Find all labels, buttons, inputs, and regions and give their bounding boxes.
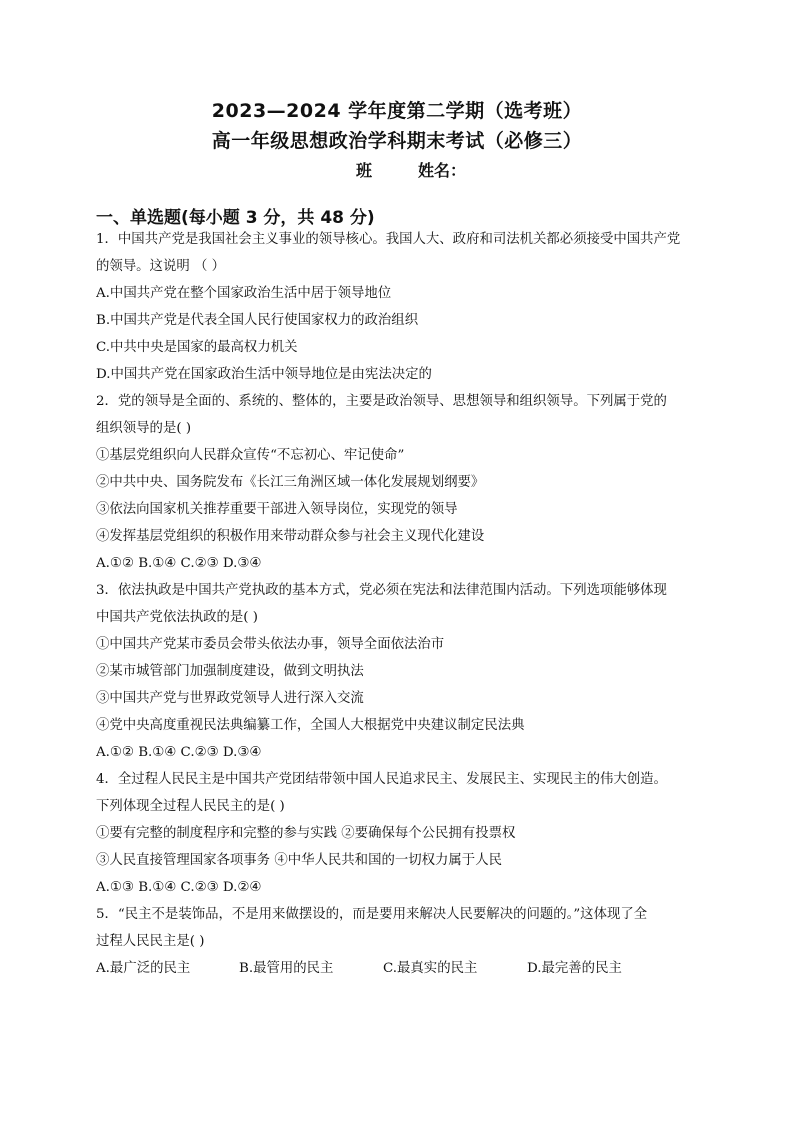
question-stem-line: 过程人民民主是( ) [96, 934, 205, 949]
answer-option: B.中国共产党是代表全国人民行使国家权力的政治组织 [96, 313, 419, 328]
answer-options-line: A.①② B.①④ C.②③ D.③④ [96, 745, 262, 760]
statement-item: ③依法向国家机关推荐重要干部进入领导岗位，实现党的领导 [96, 502, 458, 517]
answer-option: C.中共中央是国家的最高权力机关 [96, 340, 298, 355]
statement-item: ②某市城管部门加强制度建设，做到文明执法 [96, 664, 364, 679]
question-list [96, 226, 698, 982]
question-stem-line: 3．依法执政是中国共产党执政的基本方式，党必须在宪法和法律范围内活动。下列选项能够体现 [96, 583, 667, 598]
statement-item: ③人民直接管理国家各项事务 ④中华人民共和国的一切权力属于人民 [96, 853, 502, 868]
statement-item: ①基层党组织向人民群众宣传“不忘初心、牢记使命” [96, 448, 405, 463]
answer-option: B.最管用的民主 [239, 961, 334, 976]
question-stem-line: 4．全过程人民民主是中国共产党团结带领中国人民追求民主、发展民主、实现民主的伟大创造。 [96, 772, 667, 787]
statement-item: ④党中央高度重视民法典编纂工作，全国人大根据党中央建议制定民法典 [96, 718, 525, 733]
question-stem-line: 的领导。这说明 （ ） [96, 259, 226, 274]
answer-option: A.最广泛的民主 [96, 961, 191, 976]
question-stem-line: 2．党的领导是全面的、系统的、整体的，主要是政治领导、思想领导和组织领导。下列属于党的 [96, 394, 667, 409]
question-4 [96, 766, 698, 901]
exam-title-line2: 高一年级思想政治学科期末考试（必修三） [211, 130, 583, 152]
question-3 [96, 577, 698, 766]
exam-title-line1: 2023—2024 学年度第二学期（选考班） [211, 100, 583, 122]
answer-option: A.中国共产党在整个国家政治生活中居于领导地位 [96, 286, 392, 301]
statement-item: ②中共中央、国务院发布《长江三角洲区域一体化发展规划纲要》 [96, 475, 485, 490]
class-label: 班 [356, 161, 373, 180]
answer-options-row [96, 955, 698, 982]
question-stem-line: 1．中国共产党是我国社会主义事业的领导核心。我国人大、政府和司法机关都必须接受中国共产党 [96, 232, 681, 247]
answer-options-line: A.①② B.①④ C.②③ D.③④ [96, 556, 262, 571]
answer-option: C.最真实的民主 [383, 961, 478, 976]
question-stem-line: 下列体现全过程人民民主的是( ) [96, 799, 285, 814]
question-stem-line: 5．“民主不是装饰品，不是用来做摆设的，而是要用来解决人民要解决的问题的。”这体现了全 [96, 907, 648, 922]
answer-options-line: A.①③ B.①④ C.②③ D.②④ [96, 880, 262, 895]
name-label: 姓名： [418, 161, 467, 180]
statement-item: ③中国共产党与世界政党领导人进行深入交流 [96, 691, 364, 706]
question-stem-line: 中国共产党依法执政的是( ) [96, 610, 259, 625]
statement-item: ①要有完整的制度程序和完整的参与实践 ②要确保每个公民拥有投票权 [96, 826, 516, 841]
statement-item: ①中国共产党某市委员会带头依法办事，领导全面依法治市 [96, 637, 445, 652]
answer-option: D.最完善的民主 [527, 961, 622, 976]
student-info-line [356, 158, 466, 181]
question-1 [96, 226, 698, 388]
question-stem-line: 组织领导的是( ) [96, 421, 192, 436]
question-2 [96, 388, 698, 577]
answer-option: D.中国共产党在国家政治生活中领导地位是由宪法决定的 [96, 367, 432, 382]
section-heading: 一、单选题(每小题 3 分，共 48 分) [96, 208, 375, 228]
statement-item: ④发挥基层党组织的积极作用来带动群众参与社会主义现代化建设 [96, 529, 485, 544]
question-5 [96, 901, 698, 982]
